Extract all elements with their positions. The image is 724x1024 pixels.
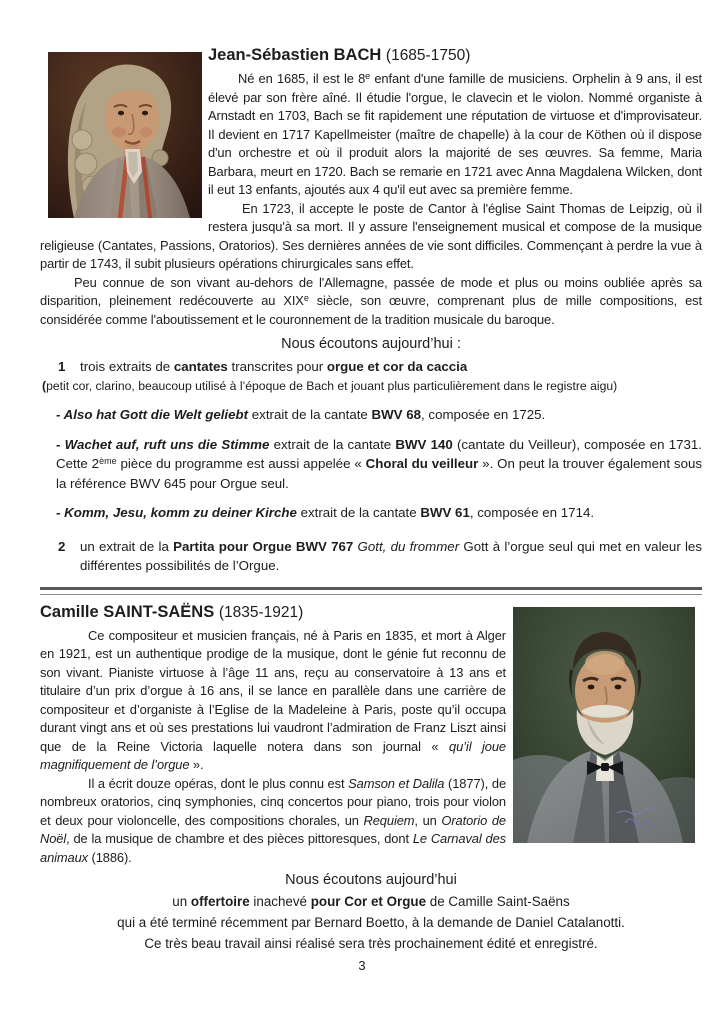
saint-saens-title: Camille SAINT-SAËNS <box>40 602 215 621</box>
saint-saens-portrait <box>513 607 695 843</box>
item-2-text: un extrait de la Partita pour Orgue BWV 767 Gott, du frommer Gott à l’orgue seul qui met en valeur les différentes possibilités de l’Orgue. <box>80 538 702 573</box>
bach-portrait <box>48 52 202 218</box>
bach-paragraph-2: En 1723, il accepte le poste de Cantor à l'église Saint Thomas de Leipzig, où il restera jusqu'à sa mort. Il y assure l'enseignement musical et compose de la musique religieuse (Cantates, Passions, Oratorios). Ses dernières années de vie sont difficiles. Commençant à perdre la vue à partir de 1743, il subit plusieurs opérations chirurgicales sans effet. <box>40 200 702 271</box>
bach-paragraph-3: Peu connue de son vivant au-dehors de l'Allemagne, passée de mode et plus ou moins oubliée après sa disparition, pleinement redécouverte au XIXe siècle, son œuvre, comprenant plus de mille compositions, est considérée comme l'aboutissement et le couronnement de la tradition musicale du baroque. <box>40 274 702 327</box>
saint-saens-paragraph-1: Ce compositeur et musicien français, né à Paris en 1835, et mort à Alger en 1921, est un authentique prodige de la musique, dont le génie fut reconnu de son vivant. Pianiste virtuose à l’âge 11 ans, reçu au conservatoire à 13 ans et titulaire d’un prix d’orgue à 16 ans, il se lance en parallèle dans une carrière de compositeur et d’organiste à l’Eglise de la Madeleine à Paris, poste qu’il occupa durant vingt ans et où ses prestations lui vaudront l’admiration de Franz Liszt ainsi que de la Reine Victoria laquelle notera dans son journal « qu’il joue magnifiquement de l’orgue ». <box>40 627 506 772</box>
saint-saens-section <box>40 601 702 955</box>
bach-dates: (1685-1750) <box>385 47 471 64</box>
saint-saens-listen-block <box>40 869 702 954</box>
bach-section <box>40 44 702 575</box>
bach-paragraph-1: Né en 1685, il est le 8e enfant d'une famille de musiciens. Orphelin à 9 ans, il est élevé par son frère aîné. Il étudie l'orgue, le clavecin et le violon. Nommé organiste à Arnstadt en 1703, Bach se fit rapidement une réputation de virtuose et d'improvisateur. Il devient en 1717 Kapellmeister (maître de chapelle) à la cour de Köthen où il dispose d'un orchestre et où il produit alors la majorité de ses œuvres. Sa femme, Maria Barbara, meurt en 1720. Bach se remarie en 1721 avec Anna Magdalena Wilcken, dont il eut 13 enfants, ajoutés aux 4 qu'il eut avec sa première femme. <box>208 71 703 197</box>
saint-saens-listen-line-4: Ce très beau travail ainsi réalisé sera très prochainement édité et enregistré. <box>144 936 598 951</box>
page-number: 3 <box>358 958 366 973</box>
saint-saens-paragraph-2: Il a écrit douze opéras, dont le plus connu est Samson et Dalila (1877), de nombreux oratorios, cinq symphonies, cinq concertos pour piano, trois pour violon et deux pour violoncelle, des compositions chorales, un Requiem, un Oratorio de Noël, de la musique de chambre et des pièces pittoresques, dont Le Carnaval des animaux (1886). <box>40 775 507 865</box>
saint-saens-listen-line-3: qui a été terminé récemment par Bernard Boetto, à la demande de Daniel Catalanotti. <box>117 915 625 930</box>
bach-title: Jean-Sébastien BACH <box>208 46 382 64</box>
item-1-note: (petit cor, clarino, beaucoup utilisé à l’époque de Bach et jouant plus particulièrement dans le registre aigu) <box>42 379 618 393</box>
item-1-number: 1 <box>58 359 66 374</box>
saint-saens-listen-line-2: un offertoire inachevé pour Cor et Orgue de Camille Saint-Saëns <box>172 894 570 909</box>
saint-saens-listen-heading: Nous écoutons aujourd’hui <box>285 872 457 888</box>
piece-3: - Komm, Jesu, komm zu deiner Kirche extrait de la cantate BWV 61, composée en 1714. <box>56 505 595 520</box>
bach-listen-heading: Nous écoutons aujourd’hui : <box>281 336 461 352</box>
item-1-text: trois extraits de cantates transcrites pour orgue et cor da caccia <box>80 359 468 374</box>
item-2-number: 2 <box>58 538 66 554</box>
piece-1: - Also hat Gott die Welt geliebt extrait de la cantate BWV 68, composée en 1725. <box>56 407 546 422</box>
saint-saens-dates: (1835-1921) <box>218 603 304 621</box>
section-divider <box>40 587 702 595</box>
piece-2: - Wachet auf, ruft uns die Stimme extrait de la cantate BWV 140 (cantate du Veilleur), composée en 1731. Cette 2ème pièce du programme est aussi appelée « Choral du veilleur ». On peut la trouver également sous la référence BWV 645 pour Orgue seul. <box>56 436 703 491</box>
program-item-2 <box>58 537 702 575</box>
program-item-1 <box>58 357 702 376</box>
